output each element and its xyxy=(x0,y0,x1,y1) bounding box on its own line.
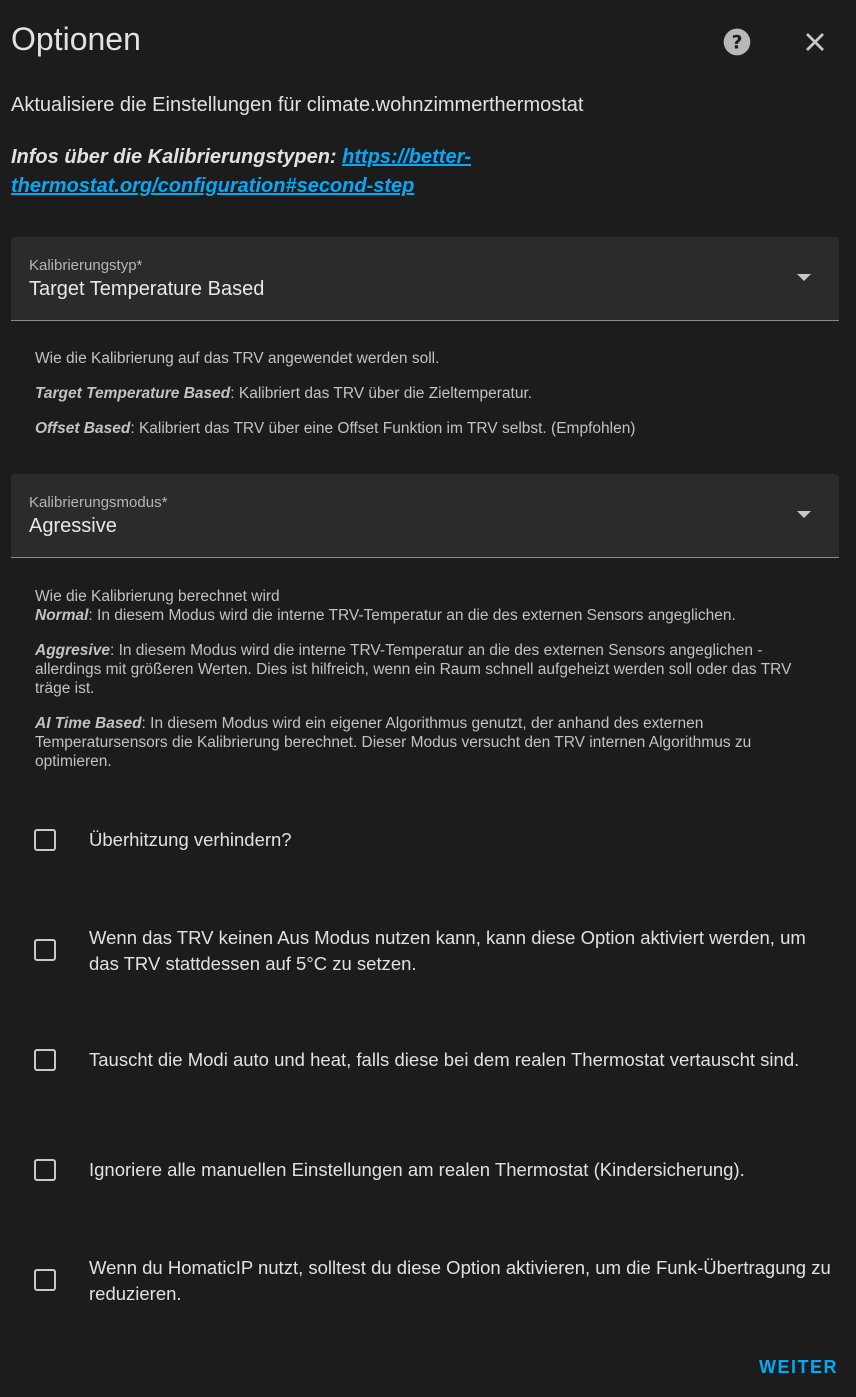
checkbox-label: Tauscht die Modi auto und heat, falls diese bei dem realen Thermostat vertauscht sind. xyxy=(89,1049,800,1070)
helper-text: : Kalibriert das TRV über eine Offset Funktion im TRV selbst. (Empfohlen) xyxy=(130,420,636,437)
helper-term: Offset Based xyxy=(35,420,131,437)
close-icon xyxy=(799,26,831,58)
dialog-title: Optionen xyxy=(11,21,141,57)
helper-term: AI Time Based xyxy=(35,715,142,732)
checkbox-label: Überhitzung verhindern? xyxy=(89,829,292,850)
checkbox-off-mode-fallback[interactable] xyxy=(34,939,56,961)
helper-text: : In diesem Modus wird ein eigener Algorithmus genutzt, der anhand des externen Temperatursensors die Kalibrierung berechnet. Dieser Modus versucht den TRV internen Algorithmus zu optimieren. xyxy=(35,715,752,770)
checkbox-prevent-overheating[interactable] xyxy=(34,829,56,851)
checkbox-label: Ignoriere alle manuellen Einstellungen am realen Thermostat (Kindersicherung). xyxy=(89,1159,745,1180)
checkbox-child-lock[interactable] xyxy=(34,1159,56,1181)
helper-intro: Wie die Kalibrierung auf das TRV angewendet werden soll. xyxy=(35,350,440,367)
docs-link[interactable]: https://better-thermostat.org/configuration#second-step xyxy=(11,146,472,197)
calibration-mode-select[interactable] xyxy=(11,474,839,558)
chevron-down-icon xyxy=(797,511,811,518)
calibration-type-select[interactable] xyxy=(11,237,839,321)
checkbox-homematic[interactable] xyxy=(34,1269,56,1291)
calibration-mode-helper xyxy=(35,587,825,787)
checkbox-label: Wenn du HomaticIP nutzt, solltest du diese Option aktivieren, um die Funk-Übertragung zu reduzieren. xyxy=(89,1257,831,1304)
next-button[interactable]: WEITER xyxy=(759,1357,838,1377)
calibration-info xyxy=(11,143,611,201)
calibration-mode-label: Kalibrierungsmodus* xyxy=(29,494,168,511)
helper-term: Target Temperature Based xyxy=(35,385,231,402)
helper-text: : Kalibriert das TRV über die Zieltemperatur. xyxy=(230,385,533,402)
calibration-type-helper xyxy=(35,349,825,454)
helper-text: : In diesem Modus wird die interne TRV-Temperatur an die des externen Sensors angeglichen. xyxy=(88,607,736,624)
help-button[interactable] xyxy=(721,26,753,58)
calibration-mode-value: Agressive xyxy=(29,515,117,537)
info-prefix: Infos über die Kalibrierungstypen: xyxy=(11,146,343,168)
close-button[interactable] xyxy=(799,26,831,58)
svg-text:?: ? xyxy=(731,32,743,54)
helper-term: Aggresive xyxy=(35,642,110,659)
checkbox-label: Wenn das TRV keinen Aus Modus nutzen kann, kann diese Option aktiviert werden, um das TRV stattdessen auf 5°C zu setzen. xyxy=(89,927,806,974)
calibration-type-value: Target Temperature Based xyxy=(29,278,265,300)
checkbox-swap-modes[interactable] xyxy=(34,1049,56,1071)
dialog-subtitle: Aktualisiere die Einstellungen für climate.wohnzimmerthermostat xyxy=(11,94,584,116)
calibration-type-label: Kalibrierungstyp* xyxy=(29,257,143,274)
helper-item xyxy=(35,606,825,625)
helper-item xyxy=(35,419,825,438)
helper-term: Normal xyxy=(35,607,89,624)
helper-item xyxy=(35,384,825,403)
chevron-down-icon xyxy=(797,274,811,281)
helper-intro: Wie die Kalibrierung berechnet wird xyxy=(35,588,280,605)
help-circle-icon xyxy=(721,26,753,58)
helper-item xyxy=(35,714,825,771)
helper-text: : In diesem Modus wird die interne TRV-Temperatur an die des externen Sensors angeglichen - allerdings mit größeren Werten. Dies ist hilfreich, wenn ein Raum schnell aufgeheizt werden soll oder das TRV träge ist. xyxy=(35,642,792,697)
helper-item xyxy=(35,641,825,698)
